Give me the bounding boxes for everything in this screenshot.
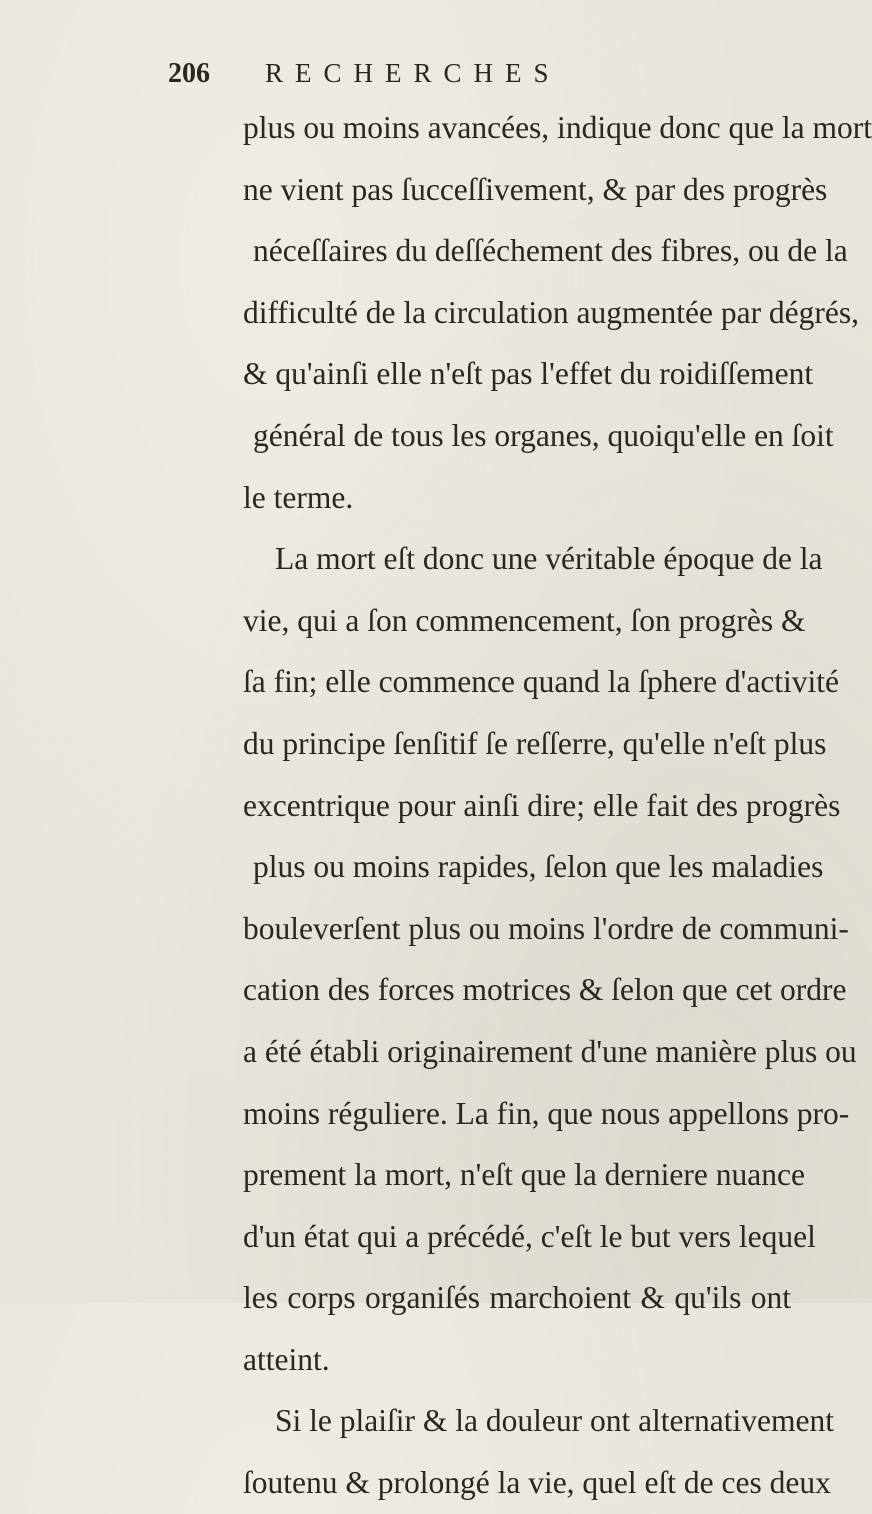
running-title: RECHERCHES [265, 58, 561, 88]
text-line: cation des forces motrices & ſelon que cet ordre [243, 972, 847, 1008]
text-line: vie, qui a ſon commencement, ſon progrès & [243, 602, 806, 638]
text-line: néceſſaires du deſſéchement des fibres, ou de la [253, 233, 848, 269]
text-line: général de tous les organes, quoiqu'elle en ſoit [253, 417, 834, 453]
text-line: a été établi originairement d'une manière plus ou [243, 1033, 857, 1069]
text-line: les corps organiſés marchoient & qu'ils ont [243, 1280, 791, 1316]
text-line: du principe ſenſitif ſe reſſerre, qu'elle n'eſt plus [243, 725, 827, 761]
text-line: le terme. [243, 479, 354, 515]
text-line: bouleverſent plus ou moins l'ordre de communi- [243, 910, 849, 946]
paragraph-start-line: Si le plaiſir & la douleur ont alternativement [275, 1403, 834, 1439]
text-line: moins réguliere. La fin, que nous appellons pro- [243, 1095, 850, 1131]
text-line: plus ou moins avancées, indique donc que la mort [243, 110, 872, 145]
page-header [168, 58, 728, 98]
text-line: excentrique pour ainſi dire; elle fait des progrès [243, 787, 841, 823]
body-text [243, 97, 872, 1514]
text-line: d'un état qui a précédé, c'eſt le but vers lequel [243, 1218, 816, 1254]
text-line: difficulté de la circulation augmentée par dégrés, [243, 294, 860, 330]
text-line: plus ou moins rapides, ſelon que les maladies [253, 849, 824, 885]
text-line: ne vient pas ſucceſſivement, & par des progrès [243, 171, 828, 207]
text-line: atteint. [243, 1341, 330, 1377]
text-line: prement la mort, n'eſt que la derniere nuance [243, 1157, 805, 1193]
text-line: & qu'ainſi elle n'eſt pas l'effet du roidiſſement [243, 356, 814, 392]
text-line: ſoutenu & prolongé la vie, quel eſt de ces deux [243, 1465, 831, 1501]
page-number: 206 [168, 58, 210, 89]
text-line: ſa fin; elle commence quand la ſphere d'activité [243, 664, 840, 700]
paragraph-start-line: La mort eſt donc une véritable époque de la [275, 541, 823, 577]
